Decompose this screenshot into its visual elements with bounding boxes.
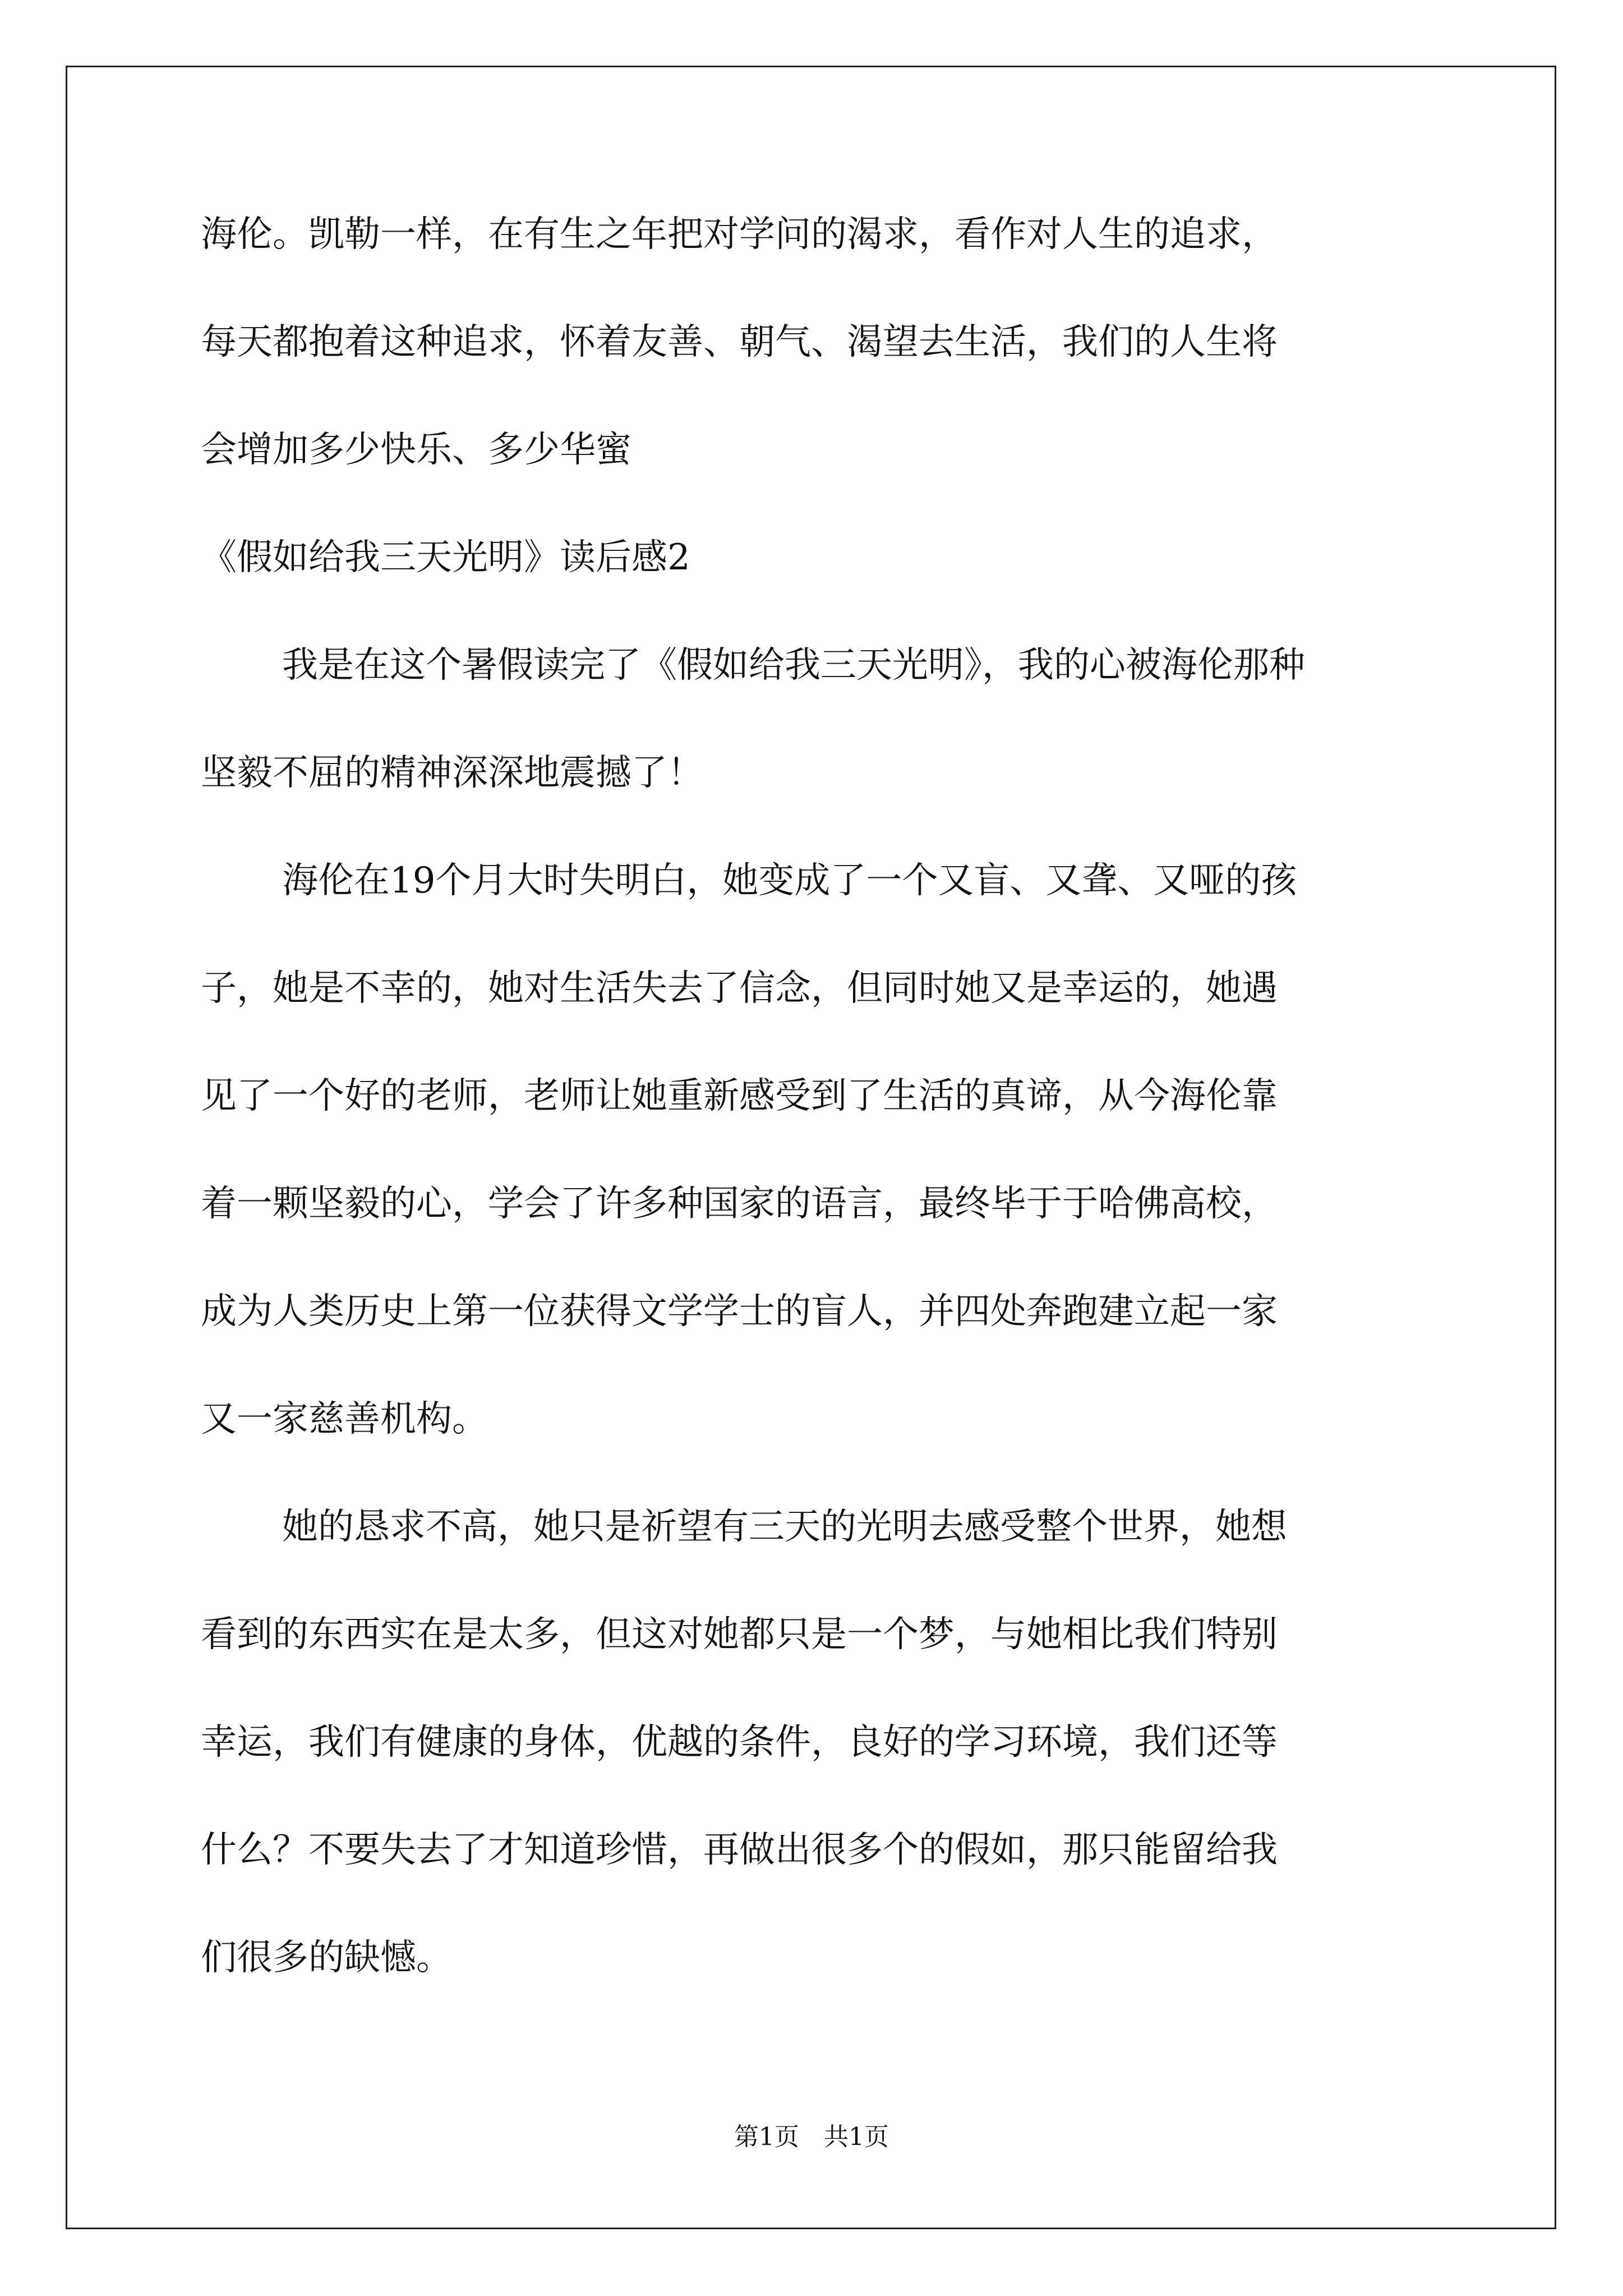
opening-paragraph [201,209,1429,476]
text-line: 们很多的缺憾。 [201,1937,452,1978]
paragraph-1 [201,639,1429,799]
text-line: 又一家慈善机构。 [201,1398,488,1440]
section-title: 《假如给我三天光明》读后感2 [201,537,690,578]
text-line: 海伦在19个月大时失明白，她变成了一个又盲、又聋、又哑的孩 [282,860,1297,901]
text-line: 什么？不要失去了才知道珍惜，再做出很多个的假如，那只能留给我 [201,1829,1278,1871]
page-number-total: 共1页 [824,2123,889,2151]
text-line: 见了一个好的老师，老师让她重新感受到了生活的真谛，从今海伦靠 [201,1075,1278,1117]
text-line: 看到的东西实在是太多，但这对她都只是一个梦，与她相比我们特别 [201,1614,1278,1655]
text-line: 子，她是不幸的，她对生活失去了信念，但同时她又是幸运的，她遇 [201,968,1278,1009]
text-line: 每天都抱着这种追求，怀着友善、朝气、渴望去生活，我们的人生将 [201,321,1278,363]
text-line: 幸运，我们有健康的身体，优越的条件，良好的学习环境，我们还等 [201,1722,1278,1763]
text-line: 着一颗坚毅的心，学会了许多种国家的语言，最终毕于于哈佛高校， [201,1183,1278,1225]
page-number-current: 第1页 [734,2123,799,2151]
page-footer [0,2123,1623,2151]
text-line: 海伦。凯勒一样，在有生之年把对学问的渴求，看作对人生的追求， [201,214,1278,255]
text-line: 会增加多少快乐、多少华蜜 [201,429,631,471]
text-line: 成为人类历史上第一位获得文学学士的盲人，并四处奔跑建立起一家 [201,1291,1278,1332]
document-body [201,209,1429,1984]
text-line: 坚毅不屈的精神深深地震撼了！ [201,752,703,794]
paragraph-2 [201,855,1429,1445]
paragraph-3 [201,1501,1429,1984]
text-line: 我是在这个暑假读完了《假如给我三天光明》，我的心被海伦那种 [282,645,1305,686]
text-line: 她的恳求不高，她只是祈望有三天的光明去感受整个世界，她想 [282,1506,1287,1548]
